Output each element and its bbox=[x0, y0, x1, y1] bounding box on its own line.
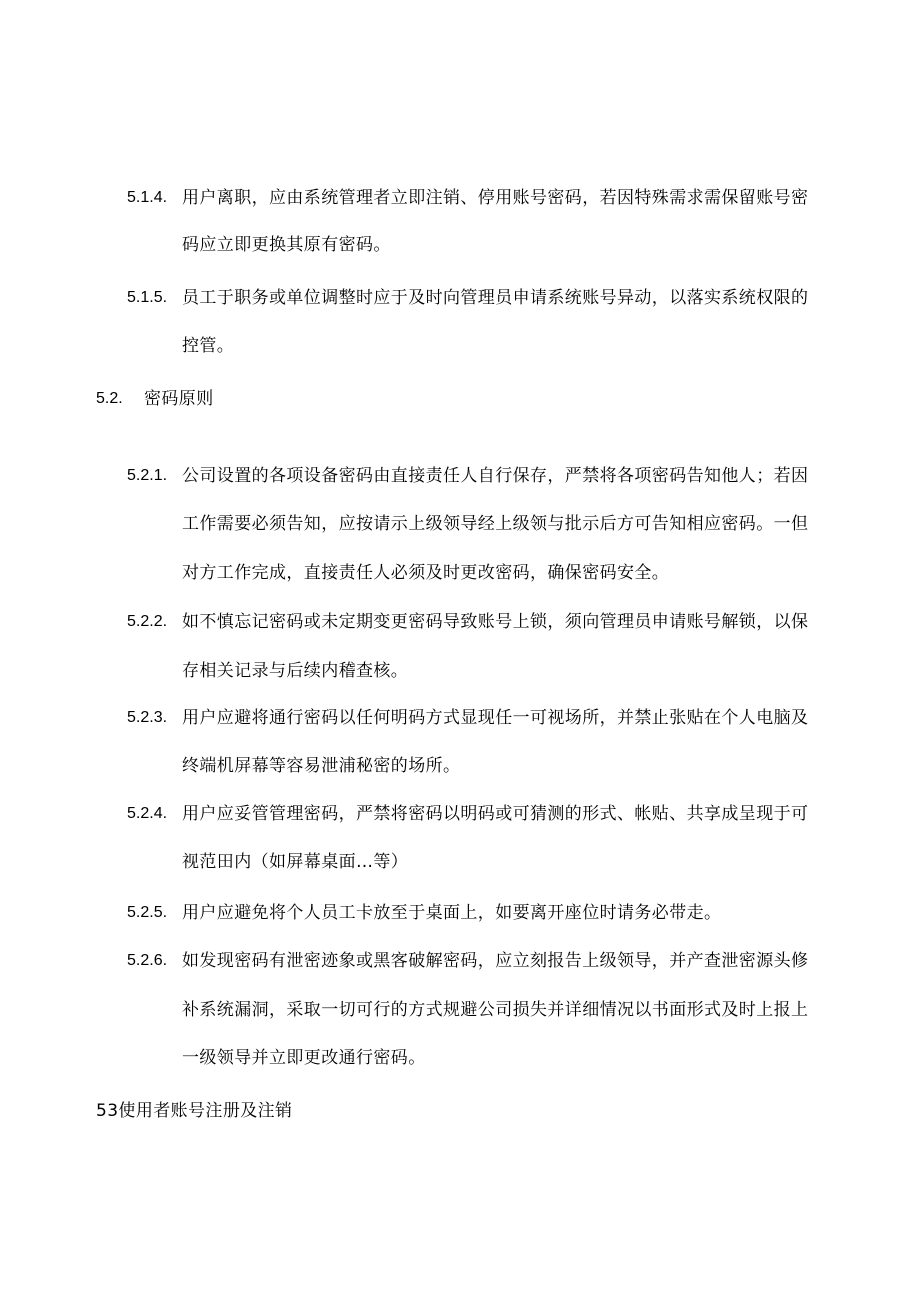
item-text-5-2-2-line-1: 如不慎忘记密码或未定期变更密码导致账号上锁，须向管理员申请账号解锁，以保 bbox=[182, 612, 809, 632]
item-text-5-2-4-line-2: 视范田内（如屏幕桌面…等） bbox=[182, 852, 409, 872]
item-text-5-2-6-line-1: 如发现密码有泄密迹象或黑客破解密码，应立刻报告上级领导，并产查泄密源头修 bbox=[182, 951, 809, 971]
item-number-5-1-5: 5.1.5. bbox=[127, 289, 168, 306]
item-text-5-1-5-line-2: 控管。 bbox=[182, 336, 235, 356]
item-text-5-2-1-line-3: 对方工作完成，直接责任人必须及时更改密码，确保密码安全。 bbox=[182, 563, 670, 583]
item-text-5-2-4-line-1: 用户应妥管管理密码，严禁将密码以明码或可猜测的形式、帐贴、共享成呈现于可 bbox=[182, 804, 809, 824]
item-text-5-1-5-line-1: 员工于职务或单位调整时应于及时向管理员申请系统账号异动，以落实系统权限的 bbox=[182, 288, 809, 308]
item-number-5-2-4: 5.2.4. bbox=[127, 805, 168, 822]
section-number-5-2: 5.2. bbox=[96, 390, 123, 407]
item-text-5-2-5-line-1: 用户应避免将个人员工卡放至于桌面上，如要离开座位时请务必带走。 bbox=[182, 903, 722, 923]
item-text-5-1-4-line-2: 码应立即更换其原有密码。 bbox=[182, 235, 391, 255]
item-text-5-2-6-line-2: 补系统漏洞，采取一切可行的方式规避公司损失并详细情况以书面形式及时上报上 bbox=[182, 1000, 809, 1020]
item-number-5-2-5: 5.2.5. bbox=[127, 904, 168, 921]
item-number-5-2-6: 5.2.6. bbox=[127, 952, 168, 969]
item-text-5-1-4-line-1: 用户离职，应由系统管理者立即注销、停用账号密码，若因特殊需求需保留账号密 bbox=[182, 188, 809, 208]
item-text-5-2-2-line-2: 存相关记录与后续内稽查核。 bbox=[182, 661, 409, 681]
item-text-5-2-1-line-2: 工作需要必须告知，应按请示上级领导经上级领与批示后方可告知相应密码。一但 bbox=[182, 514, 809, 534]
item-text-5-2-3-line-2: 终端机屏幕等容易泄浦秘密的场所。 bbox=[182, 756, 461, 776]
item-number-5-2-1: 5.2.1. bbox=[127, 467, 168, 484]
item-text-5-2-6-line-3: 一级领导并立即更改通行密码。 bbox=[182, 1048, 426, 1068]
item-number-5-1-4: 5.1.4. bbox=[127, 189, 168, 206]
section-title-5-3: 53使用者账号注册及注销 bbox=[96, 1101, 293, 1121]
item-number-5-2-2: 5.2.2. bbox=[127, 613, 168, 630]
item-text-5-2-3-line-1: 用户应避将通行密码以任何明码方式显现任一可视场所，并禁止张贴在个人电脑及 bbox=[182, 708, 809, 728]
item-number-5-2-3: 5.2.3. bbox=[127, 709, 168, 726]
item-text-5-2-1-line-1: 公司设置的各项设备密码由直接责任人自行保存，严禁将各项密码告知他人；若因 bbox=[182, 466, 809, 486]
section-title-5-2: 密码原则 bbox=[144, 389, 214, 409]
